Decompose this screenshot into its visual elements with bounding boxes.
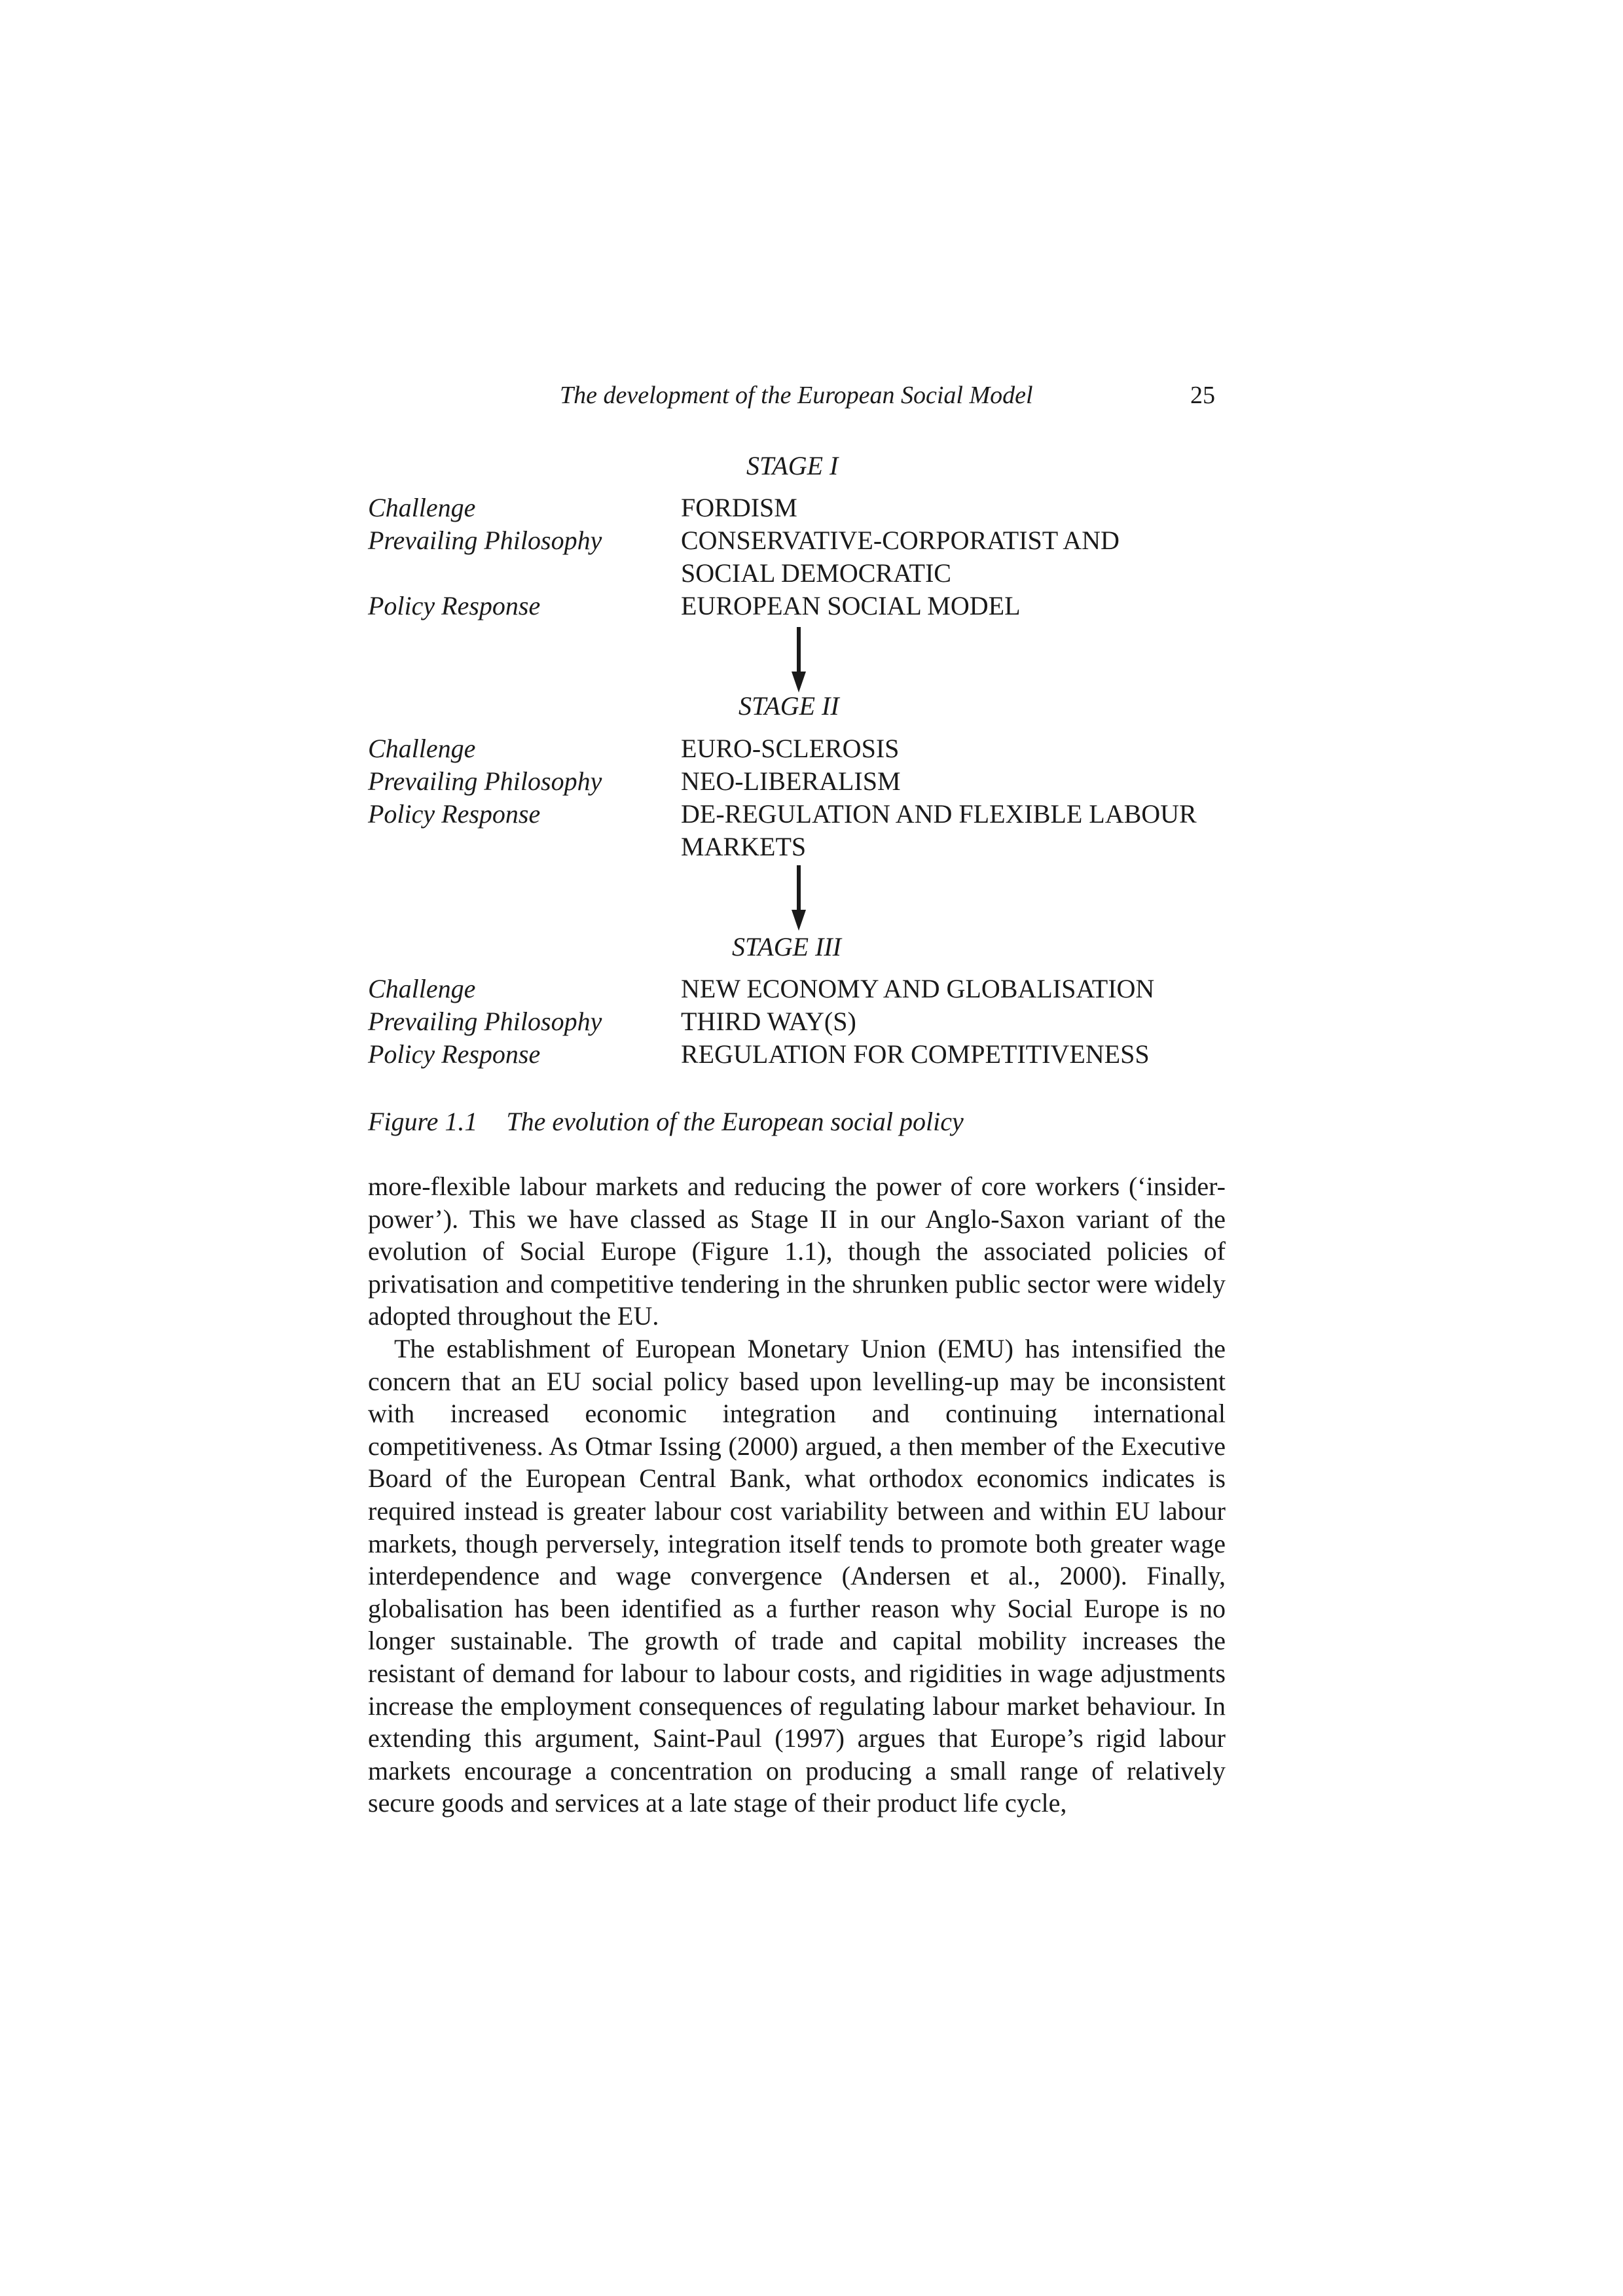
stage-2-policy-label: Policy Response bbox=[368, 799, 541, 829]
down-arrow-icon bbox=[786, 865, 812, 932]
stage-3-heading: STAGE III bbox=[732, 932, 841, 961]
stage-1-challenge-label: Challenge bbox=[368, 493, 476, 522]
stage-3-policy-label: Policy Response bbox=[368, 1039, 541, 1069]
down-arrow-icon bbox=[786, 627, 812, 694]
figure-caption bbox=[368, 1106, 964, 1137]
stage-3-philosophy-value: THIRD WAY(S) bbox=[681, 1007, 856, 1036]
stage-2-policy-value-line-1: DE-REGULATION AND FLEXIBLE LABOUR bbox=[681, 799, 1197, 829]
stage-1-philosophy-label: Prevailing Philosophy bbox=[368, 526, 602, 555]
stage-2-philosophy-value: NEO-LIBERALISM bbox=[681, 766, 901, 796]
paragraph-1: more-flexible labour markets and reducing the power of core workers (‘insider-power’). This we have classed as Stage II in our Anglo-Saxon variant of the evolution of Social Europe (Figure 1.1), though the associated policies of privatisation and competitive tendering in the shrunken public sector were widely adopted throughout the EU. bbox=[368, 1172, 1226, 1331]
stage-3-policy-value: REGULATION FOR COMPETITIVENESS bbox=[681, 1039, 1150, 1069]
stage-1-policy-label: Policy Response bbox=[368, 591, 541, 620]
stage-1-challenge-value: FORDISM bbox=[681, 493, 797, 522]
stage-2-challenge-label: Challenge bbox=[368, 734, 476, 763]
stage-1-philosophy-value-line-2: SOCIAL DEMOCRATIC bbox=[681, 558, 951, 588]
stage-2-policy-value-line-2: MARKETS bbox=[681, 832, 807, 861]
stage-2-philosophy-label: Prevailing Philosophy bbox=[368, 766, 602, 796]
running-title: The development of the European Social Model bbox=[560, 382, 1033, 409]
stage-2-challenge-value: EURO-SCLEROSIS bbox=[681, 734, 900, 763]
stage-3-philosophy-label: Prevailing Philosophy bbox=[368, 1007, 602, 1036]
stage-1-policy-value: EUROPEAN SOCIAL MODEL bbox=[681, 591, 1021, 620]
stage-1-philosophy-value-line-1: CONSERVATIVE-CORPORATIST AND bbox=[681, 526, 1120, 555]
stage-3-challenge-label: Challenge bbox=[368, 974, 476, 1003]
figure-caption-title: The evolution of the European social policy bbox=[506, 1107, 964, 1136]
stage-1-heading: STAGE I bbox=[746, 451, 839, 480]
page-number: 25 bbox=[1190, 382, 1215, 409]
paragraph-2: The establishment of European Monetary Union (EMU) has intensified the concern that an EU social policy based upon levelling-up may be inconsistent with increased economic integration and continuing international competitiveness. As Otmar Issing (2000) argued, a then member of the Executive Board of the European Central Bank, what orthodox economics indicates is required instead is greater labour cost variability between and within EU labour markets, though perversely, integration itself tends to promote both greater wage interdependence and wage convergence (Andersen et al., 2000). Finally, globalisation has been identified as a further reason why Social Europe is no longer sustainable. The growth of trade and capital mobility increases the resistant of demand for labour to labour costs, and rigidities in wage adjustments increase the employment consequences of regulating labour market behaviour. In extending this argument, Saint-Paul (1997) argues that Europe’s rigid labour markets encourage a concentration on producing a small range of relatively secure goods and services at a late stage of their product life cycle, bbox=[368, 1334, 1226, 1818]
stage-2-heading: STAGE II bbox=[739, 691, 839, 721]
figure-caption-number: Figure 1.1 bbox=[368, 1107, 478, 1136]
stage-3-challenge-value: NEW ECONOMY AND GLOBALISATION bbox=[681, 974, 1155, 1003]
